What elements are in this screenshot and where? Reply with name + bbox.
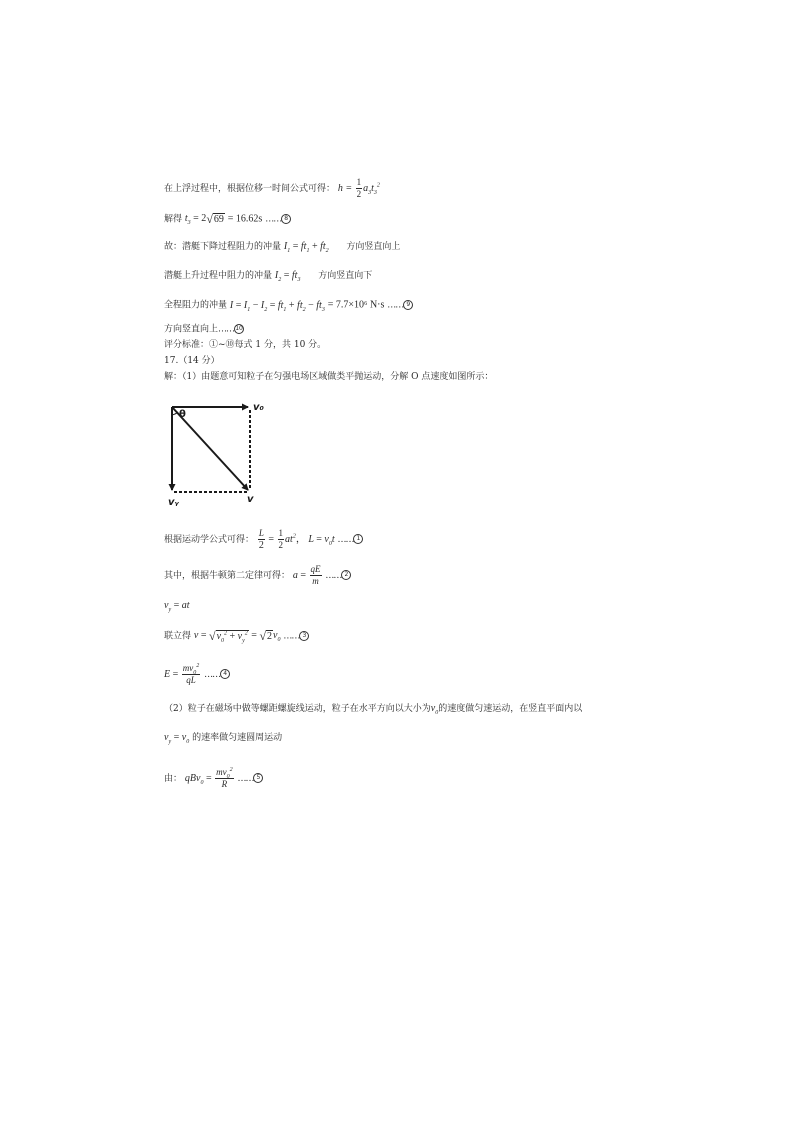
text: 根据运动学公式可得：: [164, 534, 255, 545]
velocity-diagram: [160, 395, 280, 507]
equation-mark: 2: [341, 570, 351, 580]
formula-I2: $I_2 = ft_3$: [274, 270, 301, 283]
label-theta: θ: [179, 409, 186, 420]
equation-mark: 3: [299, 631, 309, 641]
line-newton: 其中，根据牛顿第二定律可得： a = $\frac{qE}{m}$ …… 2: [164, 564, 351, 587]
formula-a: a = $\frac{qE}{m}$: [292, 564, 321, 586]
text: 方向竖直向上: [164, 324, 219, 335]
line-upward-displacement: [164, 177, 380, 200]
line-kinematics: 根据运动学公式可得： $\frac{L}{2}$ = $\frac{1}{2}$ $at^2$， $L = v_0t$ …… 1: [164, 528, 363, 551]
equation-mark: 1: [353, 534, 363, 544]
formula-qBv0: qBv$_0$ = $\frac{mv_0^2}{R}$: [184, 767, 233, 789]
line-question-17: [164, 357, 220, 366]
formula-h: h = $\frac{1}{2}$ $a_3t_3^2$: [337, 177, 380, 199]
label-v: v: [247, 494, 254, 505]
line-impulse-descent: [164, 242, 400, 252]
line-impulse-ascent: [164, 271, 372, 281]
line-helix: （2）粒子在磁场中做等螺距螺旋线运动，粒子在水平方向以大小为$v_0$的速度做匀速运动，在竖直平面内以: [164, 703, 583, 716]
formula-kinematics: $\frac{L}{2}$ = $\frac{1}{2}$ $at^2$， $L = v_0t$: [258, 528, 335, 551]
text: 联立得: [164, 631, 192, 642]
formula-t3: $t_3 = 2√69$: [184, 212, 224, 227]
formula-I1: $I_1 = ft_1 + ft_2$: [283, 241, 329, 254]
text: 评分标准：①~⑩每式 1 分，共 10 分。: [164, 340, 327, 350]
value-I: = 7.7×10⁶ N·s: [327, 299, 385, 311]
equation-mark: 8: [281, 214, 291, 224]
value-t3: = 16.62s: [227, 213, 263, 225]
text: 的速率做匀速圆周运动: [192, 733, 283, 743]
formula-E: E = $\frac{mv_0^2}{qL}$: [164, 663, 200, 685]
formula-vy: $v_y$ = at: [164, 600, 190, 613]
text: 在上浮过程中，根据位移一时间公式可得：: [164, 183, 336, 194]
equation-mark: 4: [220, 669, 230, 679]
label-vy: vᵧ: [168, 497, 179, 507]
text: 解：（1）由题意可知粒子在匀强电场区域做类平抛运动，分解 O 点速度如图所示：: [164, 372, 494, 382]
line-combine: 联立得 $v = √v_0^2 + v_y^2 = √2v_0$ …… 3: [164, 630, 309, 642]
text: 潜艇上升过程中阻力的冲量: [164, 271, 273, 281]
line-field-E: E = $\frac{mv_0^2}{qL}$ …… 4: [164, 663, 230, 686]
line-scoring: [164, 341, 326, 350]
line-vy: [164, 601, 190, 611]
equation-mark: 9: [403, 300, 413, 310]
text: 其中，根据牛顿第二定律可得：: [164, 570, 291, 581]
formula-I: $I = I_1 - I_2 = ft_1 + ft_2 - ft_3$: [229, 299, 325, 313]
text: 的速度做匀速运动，在竖直平面内以: [438, 704, 583, 714]
text: 全程阻力的冲量: [164, 300, 228, 311]
equation-mark: 5: [253, 773, 263, 783]
formula-vy-v0: $v_y = v_0$: [164, 732, 190, 745]
direction: 方向竖直向上: [346, 242, 401, 252]
line-direction-up: 方向竖直向上……10: [164, 324, 243, 335]
direction: 方向竖直向下: [318, 271, 373, 281]
text: 解得: [164, 214, 183, 225]
question-number: 17.（14 分）: [164, 356, 220, 366]
text: 由：: [164, 773, 183, 784]
text: （2）粒子在磁场中做等螺距螺旋线运动，粒子在水平方向以大小为: [164, 704, 431, 714]
formula-v: $v = √v_0^2 + v_y^2 = √2v_0$: [193, 629, 281, 644]
equation-mark: 10: [235, 325, 243, 332]
line-circular: [164, 733, 282, 743]
line-lorentz: 由： qBv$_0$ = $\frac{mv_0^2}{R}$ …… 5: [164, 767, 263, 790]
line-solution-intro: [164, 373, 493, 382]
text: 故：潜艇下降过程阻力的冲量: [164, 242, 282, 252]
line-solve-t3: 解得 $t_3 = 2√69 = 16.62s$ …… 8: [164, 213, 291, 225]
line-total-impulse: 全程阻力的冲量 $I = I_1 - I_2 = ft_1 + ft_2 - ft_3 = 7.7\times 10^6$ N·s …… 9: [164, 300, 413, 311]
label-v0: v₀: [253, 402, 264, 413]
